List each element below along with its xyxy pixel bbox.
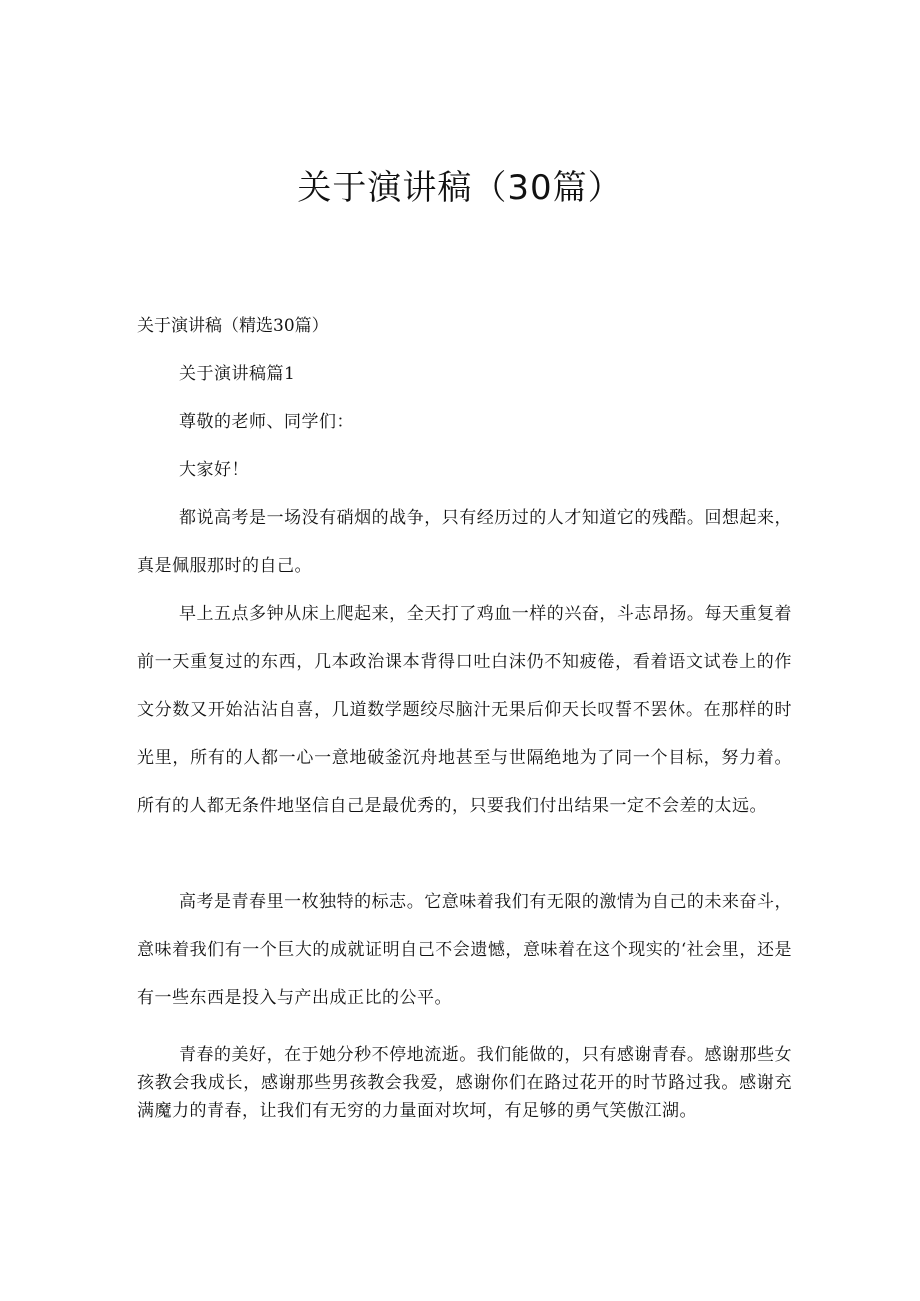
paragraph-2: 早上五点多钟从床上爬起来，全天打了鸡血一样的兴奋，斗志昂扬。每天重复着前一天重复过的东西，几本政治课本背得口吐白沫仍不知疲倦，看着语文试卷上的作文分数又开始沾沾自喜，几道数学题绞尽脑汁无果后仰天长叹誓不罢休。在那样的时光里，所有的人都一心一意地破釜沉舟地甚至与世隔绝地为了同一个目标，努力着。所有的人都无条件地坚信自己是最优秀的，只要我们付出结果一定不会差的太远。 xyxy=(137,604,792,816)
paragraph-4: 青春的美好，在于她分秒不停地流逝。我们能做的，只有感谢青春。感谢那些女孩教会我成长，感谢那些男孩教会我爱，感谢你们在路过花开的时节路过我。感谢充满魔力的青春，让我们有无穷的力量面对坎坷，有足够的勇气笑傲江湖。 xyxy=(137,1045,792,1121)
paragraph-3: 高考是青春里一枚独特的标志。它意味着我们有无限的激情为自己的未来奋斗，意味着我们有一个巨大的成就证明自己不会遗憾，意味着在这个现实的‘社会里，还是有一些东西是投入与产出成正比的公平。 xyxy=(137,892,792,1008)
paragraph-1: 都说高考是一场没有硝烟的战争，只有经历过的人才知道它的残酷。回想起来，真是佩服那时的自己。 xyxy=(137,508,792,576)
document-title: 关于演讲稿（30篇） xyxy=(297,168,623,208)
document-subtitle: 关于演讲稿（精选30篇） xyxy=(137,316,329,336)
salutation: 尊敬的老师、同学们： xyxy=(179,412,354,432)
greeting: 大家好！ xyxy=(179,460,249,480)
section-heading: 关于演讲稿篇1 xyxy=(179,364,296,384)
